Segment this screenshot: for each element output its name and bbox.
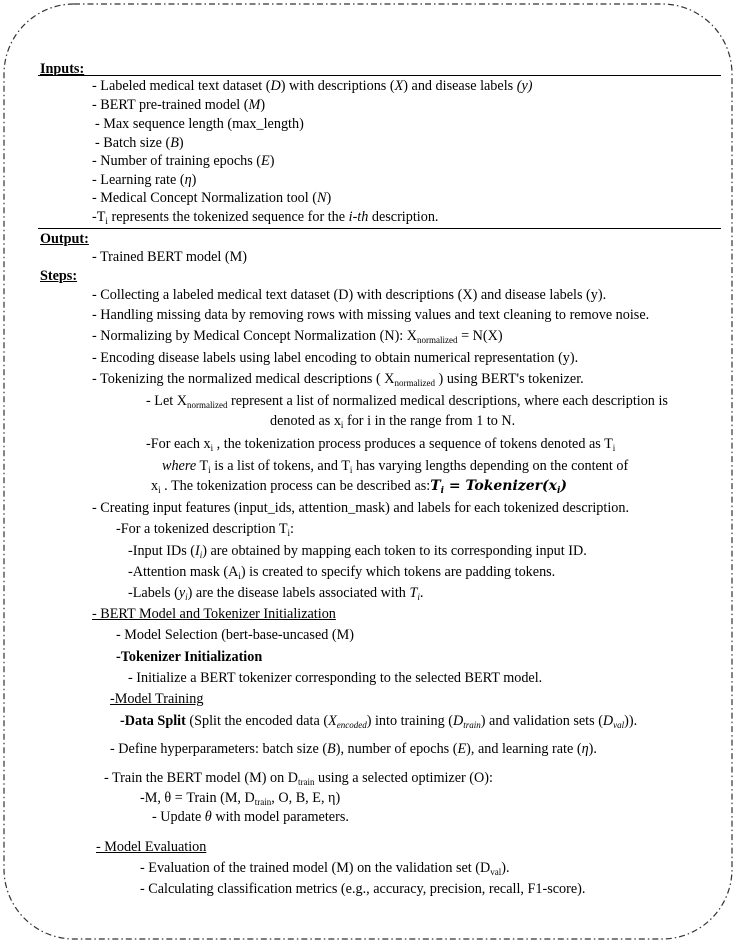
step-input-ids: -Input IDs $(I_i)$ are obtained by mapping each token to its corresponding input ID. xyxy=(128,543,587,560)
step-collect: - Collecting a labeled medical text dataset (D) with descriptions (X) and disease labels (y). xyxy=(92,287,607,303)
step-labels: -Labels $(y_i)$ are the disease labels associated with $T_i$. xyxy=(128,585,424,602)
steps-heading: Steps: xyxy=(40,268,78,284)
input-item-normalization-tool: - Medical Concept Normalization tool (N) xyxy=(92,190,332,206)
step-for-tokenized: -For a tokenized description $T_i$: xyxy=(116,521,294,538)
train-equation: -M, θ = Train (M, $D_{train}$, O, B, E, η) xyxy=(140,790,341,807)
bert-init-heading: - BERT Model and Tokenizer Initialization xyxy=(92,606,336,622)
define-hyperparameters: - Define hyperparameters: batch size (B), number of epochs (E), and learning rate (η). xyxy=(110,741,597,757)
tokenizer-init-heading: -Tokenizer Initialization xyxy=(116,649,263,665)
model-selection: - Model Selection (bert-base-uncased (M) xyxy=(116,627,354,643)
tokenizer-formula: $T_i$ = $Tokenizer(x_i)$ xyxy=(430,478,568,496)
step-missing-data: - Handling missing data by removing rows with missing values and text cleaning to remove noise. xyxy=(92,307,650,323)
step-attention-mask: -Attention mask $(A_i)$ is created to specify which tokens are padding tokens. xyxy=(128,564,556,581)
model-evaluation-heading: - Model Evaluation xyxy=(96,839,207,855)
input-item-max-length: - Max sequence length (max_length) xyxy=(95,116,304,132)
input-item-bert-model: - BERT pre-trained model (M) xyxy=(92,97,266,113)
step-input-features: - Creating input features (input_ids, attention_mask) and labels for each tokenized description. xyxy=(92,500,629,516)
inputs-output-rule xyxy=(38,228,721,229)
input-item-batch-size: - Batch size (B) xyxy=(95,135,184,151)
output-text: - Trained BERT model (M) xyxy=(92,249,247,265)
step-formula-line: $x_i$ . The tokenization process can be described $as:T_i$ = $Tokenizer(x_i)$ xyxy=(151,478,568,496)
update-theta: - Update θ with model parameters. xyxy=(152,809,349,825)
step-for-each: -For each $x_i$ , the tokenization process produces a sequence of tokens denoted as $T_i$ xyxy=(146,436,616,453)
tokenizer-init-text: - Initialize a BERT tokenizer corresponding to the selected BERT model. xyxy=(128,670,543,686)
train-model: - Train the BERT model (M) on $D_{train}$ using a selected optimizer (O): xyxy=(104,770,493,787)
inputs-heading: Inputs: xyxy=(40,61,85,77)
evaluation-text: - Evaluation of the trained model (M) on the validation set $(D_{val})$. xyxy=(140,860,510,877)
step-tokenize: - Tokenizing the normalized medical descriptions ( $X_{normalized}$ ) using BERT's tokenizer. xyxy=(92,371,584,388)
step-normalize: - Normalizing by Medical Concept Normalization (N): $X_{normalized} = N(X)$ xyxy=(92,328,503,345)
input-item-epochs: - Number of training epochs (E) xyxy=(92,153,275,169)
metrics-text: - Calculating classification metrics (e.g., accuracy, precision, recall, F1-score). xyxy=(140,881,586,897)
data-split: -Data Split (Split the encoded data $(X_{encoded})$ into training $(D_{train})$ and validation sets $(D_{val})$). xyxy=(120,713,638,730)
step-denoted: denoted as $x_i$ for i in the range from 1 to N. xyxy=(270,413,516,430)
step-let-x: - Let $X_{normalized}$ represent a list of normalized medical descriptions, where each description is xyxy=(146,393,668,410)
step-where: where $T_i$ is a list of tokens, and $T_i$ has varying lengths depending on the content of xyxy=(162,458,629,475)
input-item-tokenized-sequence: $-T_i$ represents the tokenized sequence for the i-th description. xyxy=(92,209,439,226)
step-encode-labels: - Encoding disease labels using label encoding to obtain numerical representation (y). xyxy=(92,350,579,366)
input-item-learning-rate: - Learning rate (η) xyxy=(92,172,197,188)
top-rule xyxy=(38,75,721,76)
model-training-heading: -Model Training xyxy=(110,691,204,707)
input-item-dataset: - Labeled medical text dataset (D) with descriptions (X) and disease labels (y) xyxy=(92,78,533,94)
output-heading: Output: xyxy=(40,231,89,247)
